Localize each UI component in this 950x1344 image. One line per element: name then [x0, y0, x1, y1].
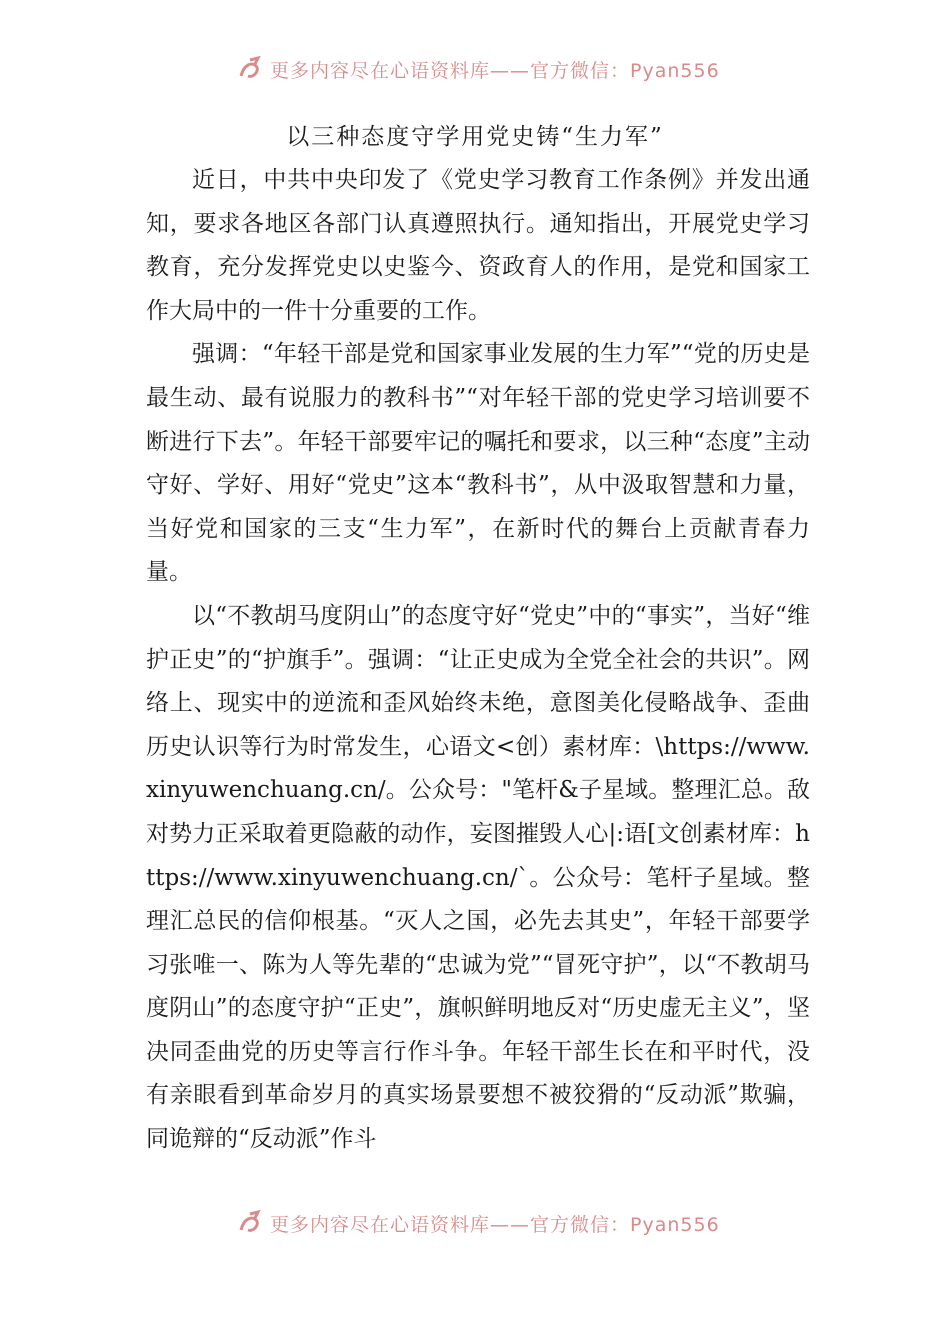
page-title: 以三种态度守学用党史铸“生力军” [286, 124, 664, 150]
paragraph: 以“不教胡马度阴山”的态度守好“党史”中的“事实”，当好“维护正史”的“护旗手”。强调：“让正史成为全党全社会的共识”。网络上、现实中的逆流和歪风始终未绝，意图美化侵略战争、歪曲历史认识等行为时常发生，心语文<创）素材库：\https://www.xinyuwenchuang.cn/。公众号："笔杆&子星域。整理汇总。敌对势力正采取着更隐蔽的动作，妄图摧毁人心|:语[文创素材库：https://www.xinyuwenchuang.cn/`。公众号：笔杆子星域。整理汇总民的信仰根基。“灭人之国，必先去其史”，年轻干部要学习张唯一、陈为人等先辈的“忠诚为党”“冒死守护”，以“不教胡马度阴山”的态度守护“正史”，旗帜鲜明地反对“历史虚无主义”，坚决同歪曲党的历史等言行作斗争。年轻干部生长在和平时代，没有亲眼看到革命岁月的真实场景要想不被狡猾的“反动派”欺骗，同诡辩的“反动派”作斗 [146, 602, 810, 1153]
paragraph: 强调：“年轻干部是党和国家事业发展的生力军”“党的历史是最生动、最有说服力的教科书”“对年轻干部的党史学习培训要不断进行下去”。年轻干部要牢记的嘱托和要求，以三种“态度”主动守好、学好、用好“党史”这本“教科书”，从中汲取智慧和力量，当好党和国家的三支“生力军”，在新时代的舞台上贡献青春力量。 [146, 341, 810, 586]
article-body [146, 159, 810, 1162]
brand-logo-icon [236, 1208, 266, 1238]
header-banner [236, 54, 736, 84]
paragraph: 近日，中共中央印发了《党史学习教育工作条例》并发出通知，要求各地区各部门认真遵照执行。通知指出，开展党史学习教育，充分发挥党史以史鉴今、资政育人的作用，是党和国家工作大局中的一件十分重要的工作。 [146, 167, 810, 324]
banner-text: 更多内容尽在心语资料库——官方微信：Pyan556 [270, 1213, 720, 1236]
banner-text: 更多内容尽在心语资料库——官方微信：Pyan556 [270, 59, 720, 82]
footer-banner [236, 1208, 736, 1238]
brand-logo-icon [236, 54, 266, 84]
